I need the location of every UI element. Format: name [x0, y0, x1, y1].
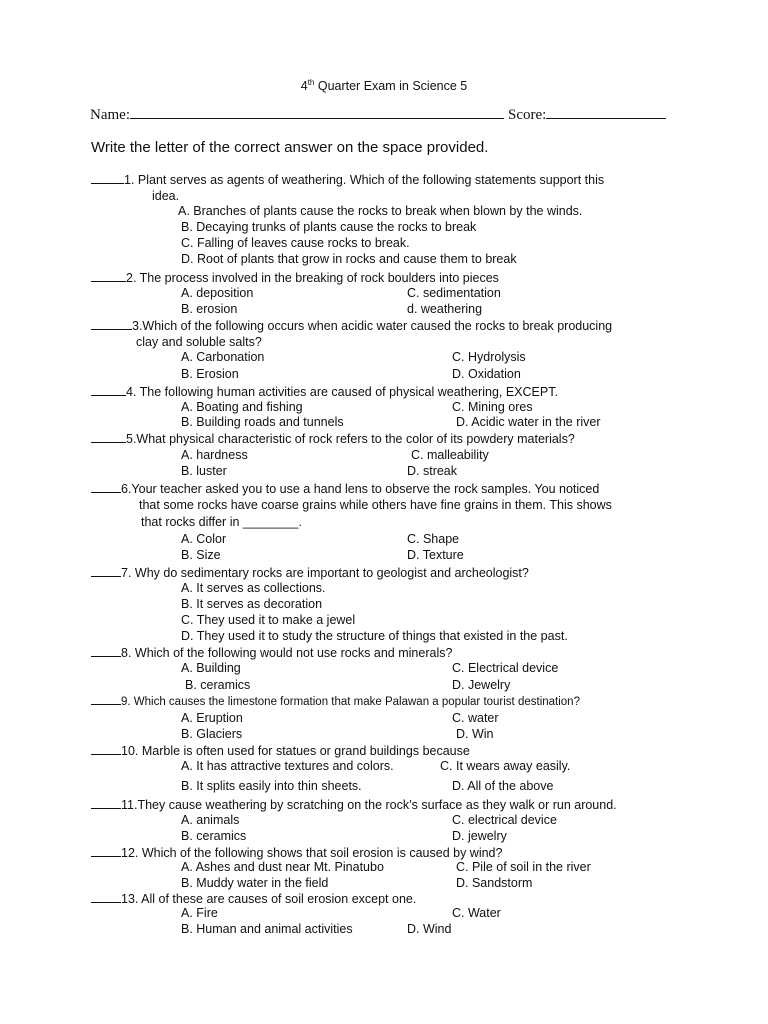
question: 13. All of these are causes of soil erosion except one. — [91, 891, 416, 907]
option: B. luster — [181, 464, 227, 478]
question: 4. The following human activities are caused of physical weathering, EXCEPT. — [91, 384, 558, 400]
option: B. Building roads and tunnels — [181, 415, 344, 429]
option: D. They used it to study the structure of things that existed in the past. — [181, 629, 568, 643]
option: C. Electrical device — [452, 661, 559, 675]
name-label: Name: — [90, 107, 130, 123]
score-label: Score: — [508, 107, 547, 123]
answer-blank[interactable] — [91, 846, 121, 857]
answer-blank[interactable] — [91, 432, 126, 443]
question: 8. Which of the following would not use rocks and minerals? — [91, 645, 452, 661]
option: D. Sandstorm — [456, 876, 533, 890]
answer-blank[interactable] — [91, 173, 124, 184]
option: C. water — [452, 711, 499, 725]
option: C. Hydrolysis — [452, 350, 526, 364]
option: A. It has attractive textures and colors. — [181, 759, 394, 773]
question-cont: that some rocks have coarse grains while others have fine grains in them. This shows — [139, 498, 612, 512]
name-blank[interactable] — [130, 108, 504, 119]
option: C. malleability — [411, 448, 489, 462]
option: D. Texture — [407, 548, 464, 562]
question: 9. Which causes the limestone formation that make Palawan a popular tourist destination? — [91, 694, 580, 710]
question: 10. Marble is often used for statues or grand buildings because — [91, 743, 470, 759]
question-cont: that rocks differ in ________. — [141, 515, 302, 529]
option: B. Size — [181, 548, 221, 562]
question: 3.Which of the following occurs when acidic water caused the rocks to break producing — [91, 318, 612, 334]
option: C. Falling of leaves cause rocks to break. — [181, 236, 410, 250]
option: C. Water — [452, 906, 501, 920]
option: D. streak — [407, 464, 458, 478]
question-cont: idea. — [152, 189, 180, 203]
option: d. weathering — [407, 302, 483, 316]
answer-blank[interactable] — [91, 271, 126, 282]
option: A. Ashes and dust near Mt. Pinatubo — [181, 860, 384, 874]
option: B. ceramics — [181, 829, 247, 843]
question: 6.Your teacher asked you to use a hand lens to observe the rock samples. You noticed — [91, 481, 599, 497]
option: C. electrical device — [452, 813, 557, 827]
option: C. It wears away easily. — [440, 759, 571, 773]
answer-blank[interactable] — [91, 385, 126, 396]
option: A. Eruption — [181, 711, 243, 725]
option: B. Erosion — [181, 367, 239, 381]
answer-blank[interactable] — [91, 798, 121, 809]
option: A. It serves as collections. — [181, 581, 326, 595]
option: A. Carbonation — [181, 350, 265, 364]
option: D. Acidic water in the river — [456, 415, 601, 429]
option: B. erosion — [181, 302, 238, 316]
option: C. Pile of soil in the river — [456, 860, 591, 874]
question: 1. Plant serves as agents of weathering. Which of the following statements support this — [91, 172, 604, 188]
option: D. All of the above — [452, 779, 554, 793]
option: C. sedimentation — [407, 286, 501, 300]
option: B. ceramics — [185, 678, 251, 692]
option: B. Glaciers — [181, 727, 243, 741]
question: 7. Why do sedimentary rocks are important to geologist and archeologist? — [91, 565, 529, 581]
option: A. Color — [181, 532, 227, 546]
option: D. Root of plants that grow in rocks and cause them to break — [181, 252, 517, 266]
option: A. hardness — [181, 448, 248, 462]
option: B. It splits easily into thin sheets. — [181, 779, 362, 793]
option: A. Branches of plants cause the rocks to break when blown by the winds. — [178, 204, 583, 218]
score-field[interactable] — [508, 107, 666, 124]
question: 2. The process involved in the breaking of rock boulders into pieces — [91, 270, 499, 286]
exam-title: 4th Quarter Exam in Science 5 — [300, 78, 468, 94]
option: A. animals — [181, 813, 240, 827]
score-blank[interactable] — [546, 108, 666, 119]
option: D. jewelry — [452, 829, 507, 843]
option: A. deposition — [181, 286, 254, 300]
option: C. Shape — [407, 532, 460, 546]
answer-blank[interactable] — [91, 482, 121, 493]
option: C. They used it to make a jewel — [181, 613, 356, 627]
option: D. Wind — [407, 922, 452, 936]
name-field[interactable] — [90, 107, 504, 124]
option: D. Oxidation — [452, 367, 521, 381]
question: 5.What physical characteristic of rock refers to the color of its powdery materials? — [91, 431, 575, 447]
answer-blank[interactable] — [91, 892, 121, 903]
option: B. Muddy water in the field — [181, 876, 329, 890]
option: C. Mining ores — [452, 400, 533, 414]
question-cont: clay and soluble salts? — [136, 335, 262, 349]
question: 12. Which of the following shows that soil erosion is caused by wind? — [91, 845, 502, 861]
answer-blank[interactable] — [91, 319, 132, 330]
instruction: Write the letter of the correct answer on the space provided. — [91, 139, 489, 156]
option: A. Boating and fishing — [181, 400, 303, 414]
option: A. Fire — [181, 906, 218, 920]
option: B. Human and animal activities — [181, 922, 353, 936]
option: D. Jewelry — [452, 678, 511, 692]
answer-blank[interactable] — [91, 566, 121, 577]
answer-blank[interactable] — [91, 744, 121, 755]
option: A. Building — [181, 661, 241, 675]
answer-blank[interactable] — [91, 694, 121, 705]
answer-blank[interactable] — [91, 646, 121, 657]
option: B. It serves as decoration — [181, 597, 323, 611]
option: D. Win — [456, 727, 494, 741]
option: B. Decaying trunks of plants cause the rocks to break — [181, 220, 477, 234]
question: 11.They cause weathering by scratching on the rock’s surface as they walk or run around. — [91, 797, 617, 813]
